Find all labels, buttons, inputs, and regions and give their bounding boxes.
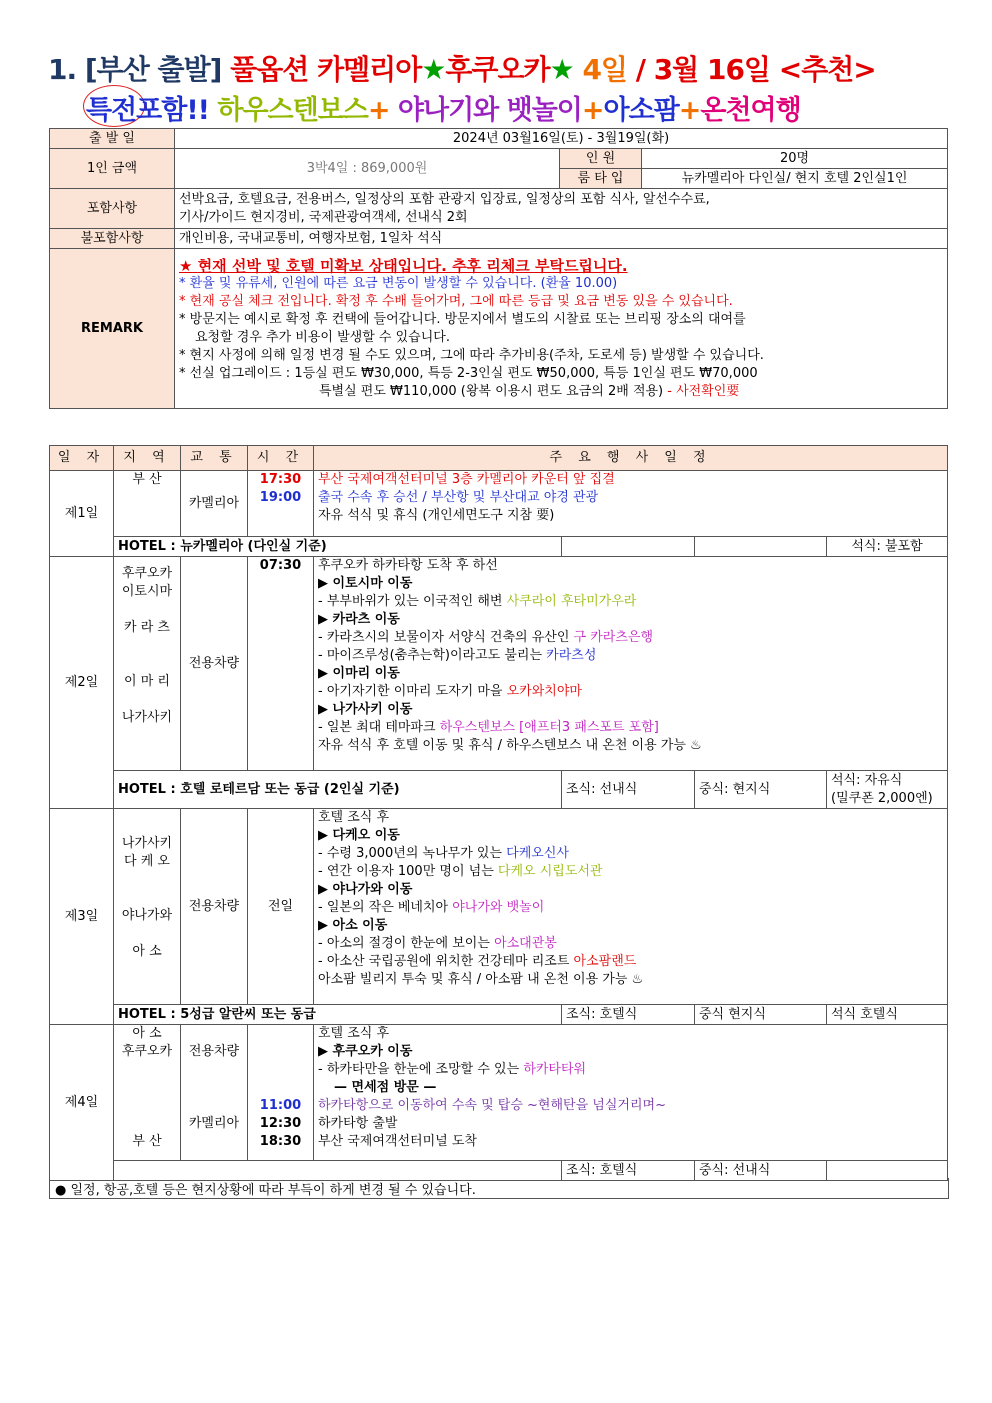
region: 부 산	[114, 471, 181, 537]
subtitle-included: 포함!!	[136, 95, 209, 126]
lunch: 중식: 선내식	[695, 1161, 827, 1181]
people-value: 20명	[642, 149, 948, 169]
dinner: 석식: 불포함	[827, 537, 948, 557]
breakfast: 조식: 선내식	[562, 771, 695, 809]
day4-row: 제4일 아 소 후쿠오카 부 산 전용차량 카멜리아 11:00 12:30 18:30 호텔 조식 후 ▶ 후쿠오카 이동 - 하카타만을 한눈에 조망할 수 있는 하카타타워 — 면세점 방문 — 하카타항으로 이동하여 수속 및 탑승 ~현해탄을 넘실거리며~ 하카타항 출발 부산 국제여객선터미널 도착	[50, 1025, 948, 1161]
title-date: / 3월 16일	[635, 53, 770, 86]
title-destination: 후쿠오카	[445, 53, 550, 86]
people-label: 인 원	[560, 149, 642, 169]
lunch: 중식: 현지식	[695, 771, 827, 809]
page-subtitle: 특전포함!! 하우스텐보스+ 야나기와 뱃놀이+아소팜+온천여행	[86, 95, 801, 126]
day3-row: 제3일 나가사키 다 케 오 야나가와 아 소 전용차량 전일 호텔 조식 후 ▶ 다케오 이동 - 수령 3,000년의 녹나무가 있는 다케오신사 - 연간 이용자 100만 명이 넘는 다케오 시립도서관 ▶ 야나가와 이동 - 일본의 작은 베네치아 야나가와 뱃놀이 ▶ 아소 이동 - 아소의 절경이 한눈에 보이는 아소대관봉 - 아소산 국립공원에 위치한 건강테마 리조트 아소팜랜드 아소팜 빌리지 투숙 및 휴식 / 아소팜 내 온천 이용 가능 ♨	[50, 809, 948, 1005]
subtitle-special: 특전	[86, 95, 137, 126]
room-value: 뉴카멜리아 다인실/ 현지 호텔 2인실1인	[642, 169, 948, 189]
transport: 전용차량	[181, 809, 248, 1005]
star-icon: ★	[179, 256, 193, 275]
included-value: 선박요금, 호텔요금, 전용버스, 일정상의 포함 관광지 입장료, 일정상의 포함 식사, 알선수수료, 기사/가이드 현지경비, 국제관광여객세, 선내식 2회	[175, 189, 948, 229]
hotel: HOTEL : 뉴카멜리아 (다인실 기준)	[114, 537, 562, 557]
included-label: 포함사항	[50, 189, 175, 229]
star-icon: ★	[549, 53, 574, 86]
transport: 카멜리아	[181, 471, 248, 537]
dinner: 석식: 자유식 (밀쿠폰 2,000엔)	[827, 771, 948, 809]
info-table	[49, 128, 948, 409]
room-label: 룸 타 입	[560, 169, 642, 189]
hotel: HOTEL : 5성급 알란씨 또는 동급	[114, 1005, 562, 1025]
schedule-table	[49, 445, 948, 1181]
departure-value: 2024년 03월16일(토) - 3월19일(화)	[175, 129, 948, 149]
remark-value: ★ 현재 선박 및 호텔 미확보 상태입니다. 추후 리체크 부탁드립니다. * 환율 및 유류세, 인원에 따른 요금 변동이 발생할 수 있습니다. (환율 10.00) * 현재 공실 체크 전입니다. 확정 후 수배 들어가며, 그에 따른 등급 및 요금 변동 있을 수 있습니다. * 방문지는 예시로 확정 후 컨택에 들어갑니다. 방문지에서 별도의 시찰료 또는 브리핑 장소의 대여를 요청할 경우 추가 비용이 발생할 수 있습니다. * 현지 사정에 의해 일정 변경 될 수도 있으며, 그에 따라 추가비용(주차, 도로세 등) 발생할 수 있습니다. * 선실 업그레이드 : 1등실 편도 ₩30,000, 특등 2-3인실 편도 ₩50,000, 특등 1인실 편도 ₩70,000 특별실 편도 ₩110,000 (왕복 이용시 편도 요금의 2배 적용) - 사전확인要	[175, 249, 948, 409]
subtitle-item4: 온천여행	[700, 95, 801, 126]
subtitle-item1: 하우스텐보스	[217, 95, 368, 126]
transport: 전용차량	[181, 557, 248, 771]
page-title	[48, 48, 876, 88]
day2-row: 제2일 후쿠오카 이토시마 카 라 츠 이 마 리 나가사키 전용차량 07:30 후쿠오카 하카타항 도착 후 하선 ▶ 이토시마 이동 - 부부바위가 있는 이국적인 해변 사쿠라이 후타미가우라 ▶ 카라츠 이동 - 카라츠시의 보물이자 서양식 건축의 유산인 구 카라츠은행 - 마이즈루성(춤추는학)이라고도 불리는 카라츠성 ▶ 이마리 이동 - 아기자기한 이마리 도자기 마을 오카와치야마 ▶ 나가사키 이동 - 일본 최대 테마파크 하우스텐보스 [애프터3 패스포트 포함] 자유 석식 후 호텔 이동 및 휴식 / 하우스텐보스 내 온천 이용 가능 ♨	[50, 557, 948, 771]
title-recommend: <추천>	[778, 53, 876, 86]
footnote: ● 일정, 항공,호텔 등은 현지상황에 따라 부득이 하게 변경 될 수 있습니다.	[49, 1178, 949, 1199]
excluded-value: 개인비용, 국내교통비, 여행자보험, 1일차 석식	[175, 229, 948, 249]
title-main: 풀옵션 카멜리아	[230, 53, 422, 86]
subtitle-item2: 야나기와 뱃놀이	[397, 95, 582, 126]
breakfast: 조식: 호텔식	[562, 1005, 695, 1025]
star-icon: ★	[421, 53, 446, 86]
day-label: 제2일	[50, 557, 114, 809]
dinner: 석식 호텔식	[827, 1005, 948, 1025]
departure-label: 출 발 일	[50, 129, 175, 149]
subtitle-item3: 아소팜	[603, 95, 679, 126]
excluded-label: 불포함사항	[50, 229, 175, 249]
day-label: 제1일	[50, 471, 114, 557]
price-value: 3박4일 : 869,000원	[175, 149, 560, 189]
breakfast: 조식: 호텔식	[562, 1161, 695, 1181]
day-label: 제4일	[50, 1025, 114, 1181]
title-number: 1.	[48, 53, 77, 86]
hotel: HOTEL : 호텔 로테르담 또는 동급 (2인실 기준)	[114, 771, 562, 809]
title-days: 4일	[582, 53, 627, 86]
day1-row: 제1일 부 산 카멜리아 17:30 19:00 부산 국제여객선터미널 3층 카멜리아 카운터 앞 집결 출국 수속 후 승선 / 부산항 및 부산대교 야경 관광 자유 석식 및 휴식 (개인세면도구 지참 要)	[50, 471, 948, 537]
price-label: 1인 금액	[50, 149, 175, 189]
lunch: 중식 현지식	[695, 1005, 827, 1025]
day-label: 제3일	[50, 809, 114, 1025]
schedule-header: 일 자 지 역 교 통 시 간 주 요 행 사 일 정	[50, 446, 948, 471]
remark-label: REMARK	[50, 249, 175, 409]
title-departure: [부산 출발]	[84, 53, 222, 86]
